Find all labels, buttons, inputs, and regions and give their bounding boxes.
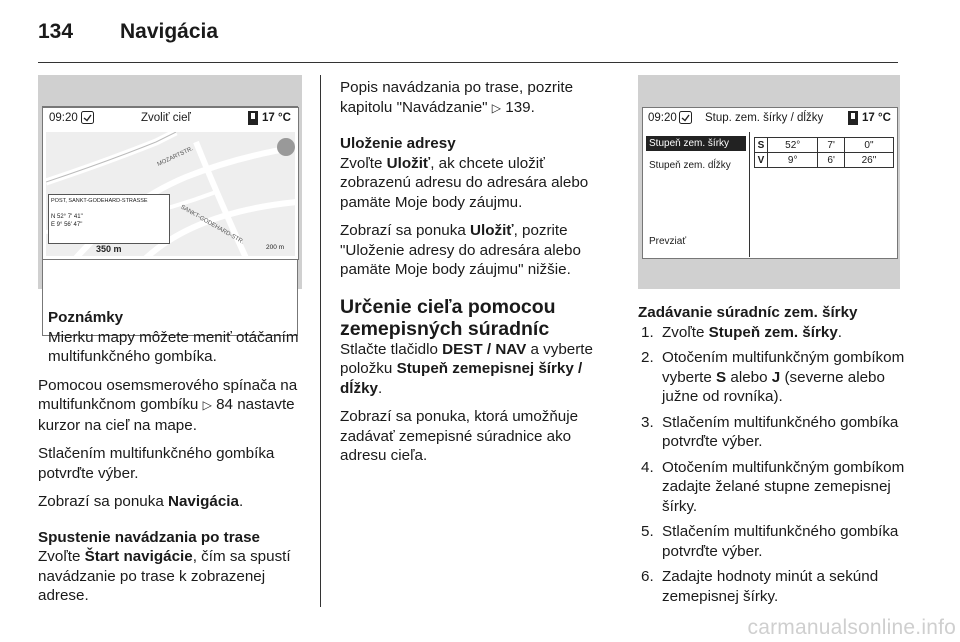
paragraph-save-menu: Zobrazí sa ponuka Uložiť, pozrite "Uloženie adresy do adresára alebo pamäte Moje body záujmu" nižšie. [340,222,581,278]
clock-text: 09:20 [49,112,78,124]
list-item: 3. Stlačením multifunkčného gombíka potvrďte výber. [641,413,899,450]
list-item: 2. Otočením multifunkčným gombíkom vyberte S alebo J (severne alebo južne od rovníka). [641,349,905,405]
menu-divider [749,132,750,257]
paragraph-start: Zvoľte Štart navigácie, čím sa spustí navádzanie po trase k zobrazenej adrese. [38,548,291,604]
table-row-longitude [755,153,894,168]
minutes-cell[interactable]: 6' [818,153,845,168]
address-popup [48,194,170,244]
back-icon [679,111,692,127]
section-heading-start: Spustenie navádzania po trase [38,528,260,546]
note-title: Poznámky [48,309,124,326]
scale-left-label: 350 m [96,244,122,254]
menu-item-accept[interactable]: Prevziať [649,236,687,247]
screen-title: Zvoliť cieľ [141,112,191,124]
heading-coordinates: Určenie cieľa pomocou zemepisných súradníc [340,295,556,340]
paragraph-guidance: Popis navádzania po trase, pozrite kapitolu "Navádzanie" ▷ 139. [340,79,574,116]
list-item: 5. Stlačením multifunkčného gombíka potvrďte výber. [641,523,899,560]
menu-item-longitude[interactable]: Stupeň zem. dĺžky [649,160,731,171]
map-view[interactable] [46,132,295,256]
left-column [38,300,306,606]
coord-e: E 9° 56' 47" [51,222,83,228]
map-screen [42,107,299,260]
screen-title: Stup. zem. šírky / dĺžky [705,112,824,124]
middle-column [340,78,608,466]
list-item: 1. Zvoľte Stupeň zem. šírky. [641,323,843,341]
right-column [638,303,913,612]
column-divider [320,75,321,607]
ref-arrow-icon: ▷ [202,398,212,412]
steps-list [638,323,913,607]
back-icon [81,111,94,127]
temperature-text: 17 °C [862,112,891,124]
ref-arrow-icon: ▷ [491,100,502,115]
phone-icon [848,111,858,128]
paragraph-dest-nav: Stlačte tlačidlo DEST / NAV a vyberte položku Stupeň zemepisnej šírky / dĺžky. [340,340,593,397]
phone-icon [248,111,258,128]
clock-text: 09:20 [648,112,677,124]
coords-status-bar [643,108,897,130]
page-number: 134 [38,20,74,43]
address-line: POST, SANKT-GODEHARD-STRASSE [51,198,148,204]
street-label-1: MOZARTSTR. [156,146,195,168]
table-row-latitude [755,138,894,153]
degrees-cell[interactable]: 9° [768,153,818,168]
temperature-text: 17 °C [262,112,291,124]
coord-n: N 52° 7' 41" [51,214,83,220]
paragraph-confirm: Stlačením multifunkčného gombíka potvrďte výber. [38,445,275,482]
note-text: Mierku mapy môžete meniť otáčaním multifunkčného gombíka. [48,328,299,365]
heading-latitude-entry: Zadávanie súradníc zem. šírky [638,304,858,321]
page-title: Navigácia [120,20,219,43]
paragraph-coord-menu: Zobrazí sa ponuka, ktorá umožňuje zadávať zemepisné súradnice ako adresu cieľa. [340,408,579,464]
coords-screen [642,107,898,259]
seconds-cell[interactable]: 0" [844,138,893,153]
list-item: 4. Otočením multifunkčným gombíkom zadajte želané stupne zemepisnej šírky. [641,458,905,515]
list-item: 6. Zadajte hodnoty minút a sekúnd zemepisnej šírky. [641,568,879,605]
paragraph-menu: Zobrazí sa ponuka Navigácia. [38,493,244,510]
street-label-2: SANKT-GODEHARD-STR. [179,204,245,246]
map-status-bar [43,108,298,130]
menu-item-latitude[interactable]: Stupeň zem. šírky [646,136,746,151]
watermark: carmanualsonline.info [747,616,956,639]
heading-save-address: Uloženie adresy [340,135,456,152]
paragraph-cursor: Pomocou osemsmerového spínača na multifunkčnom gombíku ▷ 84 nastavte kurzor na cieľ na mape. [38,376,298,434]
minutes-cell[interactable]: 7' [818,138,845,153]
scale-right-label: 200 m [266,244,285,251]
hemisphere-cell[interactable]: V [755,153,768,168]
coordinate-table [754,137,894,168]
paragraph-save: Zvoľte Uložiť, ak chcete uložiť zobrazenú adresu do adresára alebo pamäte Moje body záujmu. [340,154,589,211]
seconds-cell[interactable]: 26" [844,153,893,168]
header-rule [38,62,898,63]
degrees-cell[interactable]: 52° [768,138,818,153]
hemisphere-cell[interactable]: S [755,138,768,153]
